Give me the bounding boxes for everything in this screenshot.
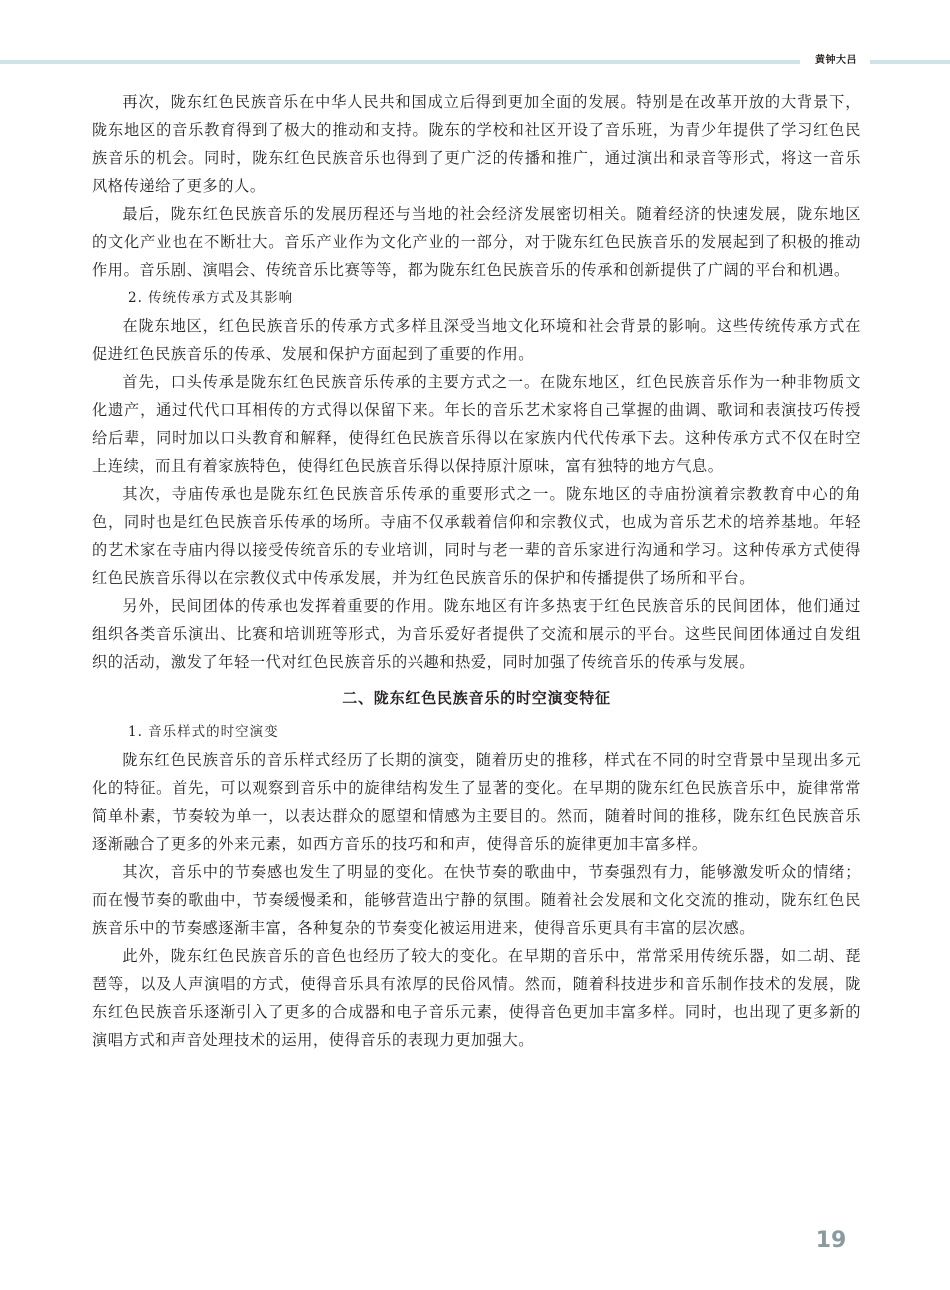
header-rule-left <box>0 60 800 64</box>
subsection-heading: 1. 音乐样式的时空演变 <box>128 724 279 740</box>
paragraph: 首先，口头传承是陇东红色民族音乐传承的主要方式之一。在陇东地区，红色民族音乐作为一种非物质文化遗产，通过代代口耳相传的方式得以保留下来。年长的音乐艺术家将自己掌握的曲调、歌词和表演技巧传授给后辈，同时加以口头教育和解释，使得红色民族音乐得以在家族内代代传承下去。这种传承方式不仅在时空上连续，而且有着家族特色，使得红色民族音乐得以保持原汁原味，富有独特的地方气息。 <box>92 373 861 475</box>
paragraph: 其次，音乐中的节奏感也发生了明显的变化。在快节奏的歌曲中，节奏强烈有力，能够激发听众的情绪；而在慢节奏的歌曲中，节奏缓慢柔和，能够营造出宁静的氛围。随着社会发展和文化交流的推动，陇东红色民族音乐中的节奏感逐渐丰富，各种复杂的节奏变化被运用进来，使得音乐更具有丰富的层次感。 <box>92 863 861 937</box>
page-number: 19 <box>815 1228 847 1253</box>
paragraph: 再次，陇东红色民族音乐在中华人民共和国成立后得到更加全面的发展。特别是在改革开放的大背景下，陇东地区的音乐教育得到了极大的推动和支持。陇东的学校和社区开设了音乐班，为青少年提供了学习红色民族音乐的机会。同时，陇东红色民族音乐也得到了更广泛的传播和推广，通过演出和录音等形式，将这一音乐风格传递给了更多的人。 <box>92 93 861 195</box>
article-body <box>92 88 861 1054</box>
paragraph: 此外，陇东红色民族音乐的音色也经历了较大的变化。在早期的音乐中，常常采用传统乐器，如二胡、琵琶等，以及人声演唱的方式，使得音乐具有浓厚的民俗风情。然而，随着科技进步和音乐制作技术的发展，陇东红色民族音乐逐渐引入了更多的合成器和电子音乐元素，使得音色更加丰富多样。同时，也出现了更多新的演唱方式和声音处理技术的运用，使得音乐的表现力更加强大。 <box>92 947 861 1049</box>
paragraph: 其次，寺庙传承也是陇东红色民族音乐传承的重要形式之一。陇东地区的寺庙扮演着宗教教育中心的角色，同时也是红色民族音乐传承的场所。寺庙不仅承载着信仰和宗教仪式，也成为音乐艺术的培养基地。年轻的艺术家在寺庙内得以接受传统音乐的专业培训，同时与老一辈的音乐家进行沟通和学习。这种传承方式使得红色民族音乐得以在宗教仪式中传承发展，并为红色民族音乐的保护和传播提供了场所和平台。 <box>92 485 861 587</box>
paragraph: 另外，民间团体的传承也发挥着重要的作用。陇东地区有许多热衷于红色民族音乐的民间团体，他们通过组织各类音乐演出、比赛和培训班等形式，为音乐爱好者提供了交流和展示的平台。这些民间团体通过自发组织的活动，激发了年轻一代对红色民族音乐的兴趣和热爱，同时加强了传统音乐的传承与发展。 <box>92 597 861 671</box>
header-rule-right <box>870 60 950 64</box>
section-title: 二、陇东红色民族音乐的时空演变特征 <box>342 689 611 707</box>
paragraph: 在陇东地区，红色民族音乐的传承方式多样且深受当地文化环境和社会背景的影响。这些传统传承方式在促进红色民族音乐的传承、发展和保护方面起到了重要的作用。 <box>92 317 861 363</box>
journal-name: 黄钟大吕 <box>815 55 857 66</box>
paragraph: 陇东红色民族音乐的音乐样式经历了长期的演变，随着历史的推移，样式在不同的时空背景中呈现出多元化的特征。首先，可以观察到音乐中的旋律结构发生了显著的变化。在早期的陇东红色民族音乐中，旋律常常简单朴素，节奏较为单一，以表达群众的愿望和情感为主要目的。然而，随着时间的推移，陇东红色民族音乐逐渐融合了更多的外来元素，如西方音乐的技巧和和声，使得音乐的旋律更加丰富多样。 <box>92 751 861 853</box>
paragraph: 最后，陇东红色民族音乐的发展历程还与当地的社会经济发展密切相关。随着经济的快速发展，陇东地区的文化产业也在不断壮大。音乐产业作为文化产业的一部分，对于陇东红色民族音乐的发展起到了积极的推动作用。音乐剧、演唱会、传统音乐比赛等等，都为陇东红色民族音乐的传承和创新提供了广阔的平台和机遇。 <box>92 205 861 279</box>
subsection-heading: 2. 传统传承方式及其影响 <box>128 290 294 306</box>
